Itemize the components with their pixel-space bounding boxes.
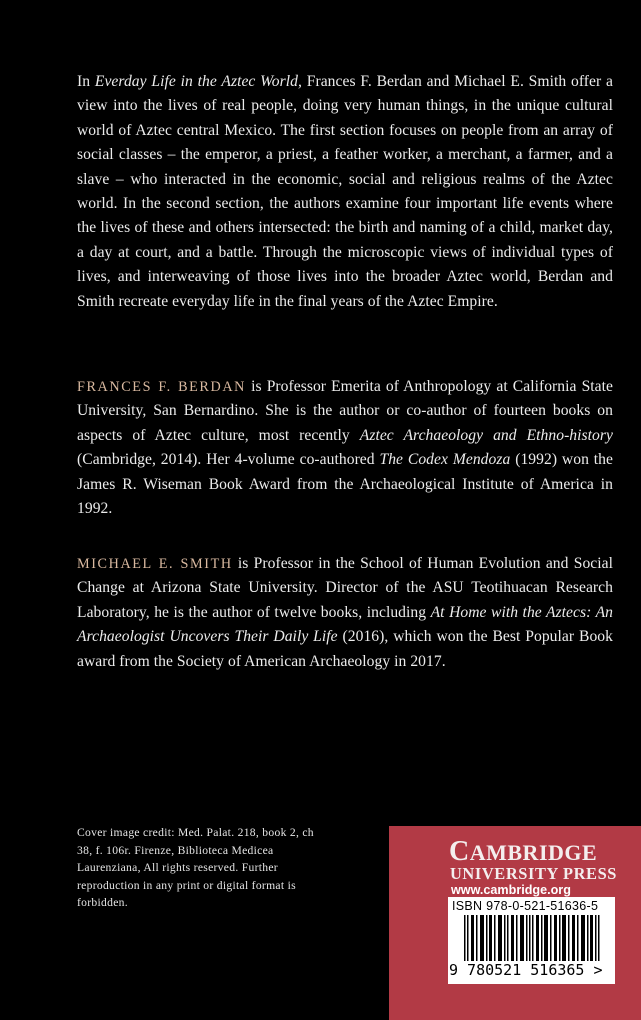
publisher-logo bbox=[449, 836, 598, 867]
book-title: Aztec Archaeology and Ethno-history bbox=[359, 426, 613, 444]
cover-image-credit: Cover image credit: Med. Palat. 218, book 2, ch 38, f. 106r. Firenze, Biblioteca Medicea Laurenziana, All rights reserved. Further reproduction in any print or digital format is forbidden. bbox=[77, 826, 314, 909]
book-title: The Codex Mendoza bbox=[379, 451, 511, 469]
author-bio-smith bbox=[77, 552, 613, 674]
book-title: At Home with the Aztecs: An Archaeologist Uncovers Their Daily Life bbox=[77, 603, 613, 646]
barcode-digits-text: 9 780521 516365 > bbox=[449, 961, 603, 979]
logo-rest: AMBRIDGE bbox=[469, 840, 598, 865]
publisher-panel bbox=[389, 826, 641, 1020]
bio-text: (1992) won the James R. Wiseman Book Award from the Archaeological Institute of America in 1992. bbox=[77, 451, 613, 518]
bio-text: is Professor in the School of Human Evolution and Social Change at Arizona State University. Director of the ASU Teotihuacan Research Laboratory, he is the author of twelve books, including bbox=[77, 555, 613, 621]
author-bio-berdan bbox=[77, 375, 613, 521]
bio-text: (2016), which won the Best Popular Book award from the Society of American Archaeology in 2017. bbox=[77, 628, 613, 670]
bio-text: is Professor Emerita of Anthropology at California State University, San Bernardino. She is the author or co-author of fourteen books on aspects of Aztec culture, most recently bbox=[77, 378, 613, 444]
publisher-url[interactable]: www.cambridge.org bbox=[451, 883, 571, 897]
logo-initial: C bbox=[449, 836, 470, 867]
author-name: MICHAEL E. SMITH bbox=[77, 556, 233, 572]
blurb-intro: In bbox=[77, 73, 95, 90]
author-name: FRANCES F. BERDAN bbox=[77, 379, 247, 395]
book-title: Everday Life in the Aztec World, bbox=[94, 73, 302, 90]
bio-text: (Cambridge, 2014). Her 4-volume co-authored bbox=[77, 451, 380, 469]
barcode-digits bbox=[449, 961, 613, 979]
publisher-press-label: UNIVERSITY PRESS bbox=[450, 864, 618, 883]
isbn-barcode bbox=[448, 897, 615, 984]
book-description bbox=[77, 70, 613, 314]
blurb-text: Frances F. Berdan and Michael E. Smith offer a view into the lives of real people, doing very human things, in the unique cultural world of Aztec central Mexico. The first section focuses on people from an array of social classes – the emperor, a priest, a feather worker, a merchant, a farmer, and a slave – who interacted in the economic, social and religious realms of the Aztec world. In the second section, the authors examine four important life events where the lives of these and others intersected: the birth and naming of a child, market day, a day at court, and a battle. Through the microscopic views of individual types of lives, and interweaving of those lives into the broader Aztec world, Berdan and Smith recreate everyday life in the final years of the Aztec Empire. bbox=[77, 73, 614, 310]
isbn-label: ISBN 978-0-521-51636-5 bbox=[452, 899, 599, 913]
